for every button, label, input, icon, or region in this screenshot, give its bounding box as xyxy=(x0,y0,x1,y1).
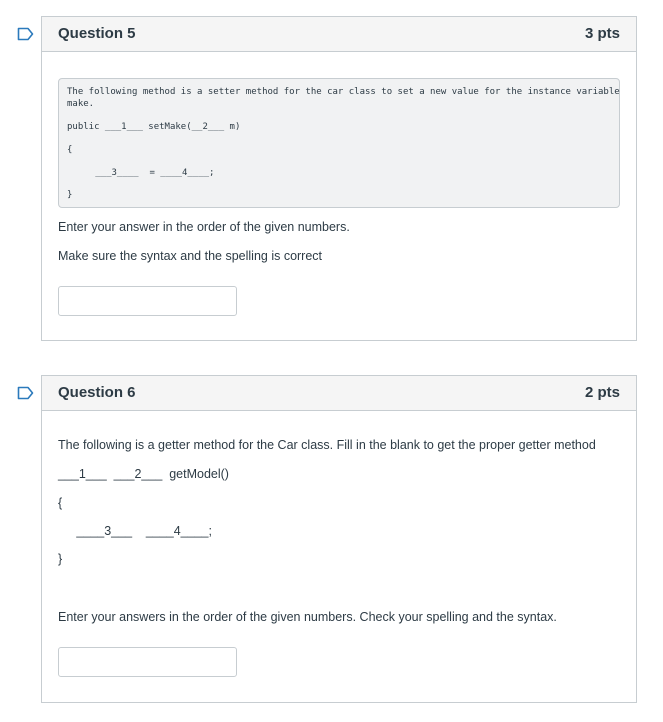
question-points: 2 pts xyxy=(584,384,620,401)
question-points: 3 pts xyxy=(584,25,620,42)
code-line: ___1___ ___2___ getModel() xyxy=(58,467,229,481)
code-line: public ___1___ setMake(__2___ m) xyxy=(67,122,241,132)
code-block xyxy=(58,78,620,208)
instruction-text: Enter your answer in the order of the given numbers. xyxy=(58,220,350,234)
question-6-card xyxy=(41,375,637,703)
instruction-text: Make sure the syntax and the spelling is correct xyxy=(58,249,323,263)
bookmark-flag-icon[interactable] xyxy=(17,386,34,400)
question-title: Question 5 xyxy=(58,25,136,42)
code-line: ____3___ ____4____; xyxy=(66,524,212,538)
question-5-header xyxy=(42,17,636,52)
code-line: { xyxy=(58,496,63,510)
question-6-header xyxy=(42,376,636,411)
answer-input[interactable] xyxy=(58,647,237,677)
code-line: } xyxy=(67,190,73,200)
code-line: } xyxy=(58,552,63,566)
code-line: make. xyxy=(67,99,95,109)
question-5-card xyxy=(41,16,637,341)
instruction-text: Enter your answers in the order of the given numbers. Check your spelling and the syntax. xyxy=(58,610,557,624)
answer-input[interactable] xyxy=(58,286,237,316)
code-line: The following method is a setter method for the car class to set a new value for the instance variable xyxy=(67,87,620,97)
bookmark-flag-icon[interactable] xyxy=(17,27,34,41)
question-title: Question 6 xyxy=(58,384,136,401)
question-prompt: The following is a getter method for the Car class. Fill in the blank to get the proper getter method xyxy=(58,438,596,452)
code-line: ___3____ = ____4____; xyxy=(79,168,215,178)
code-line: { xyxy=(67,145,73,155)
